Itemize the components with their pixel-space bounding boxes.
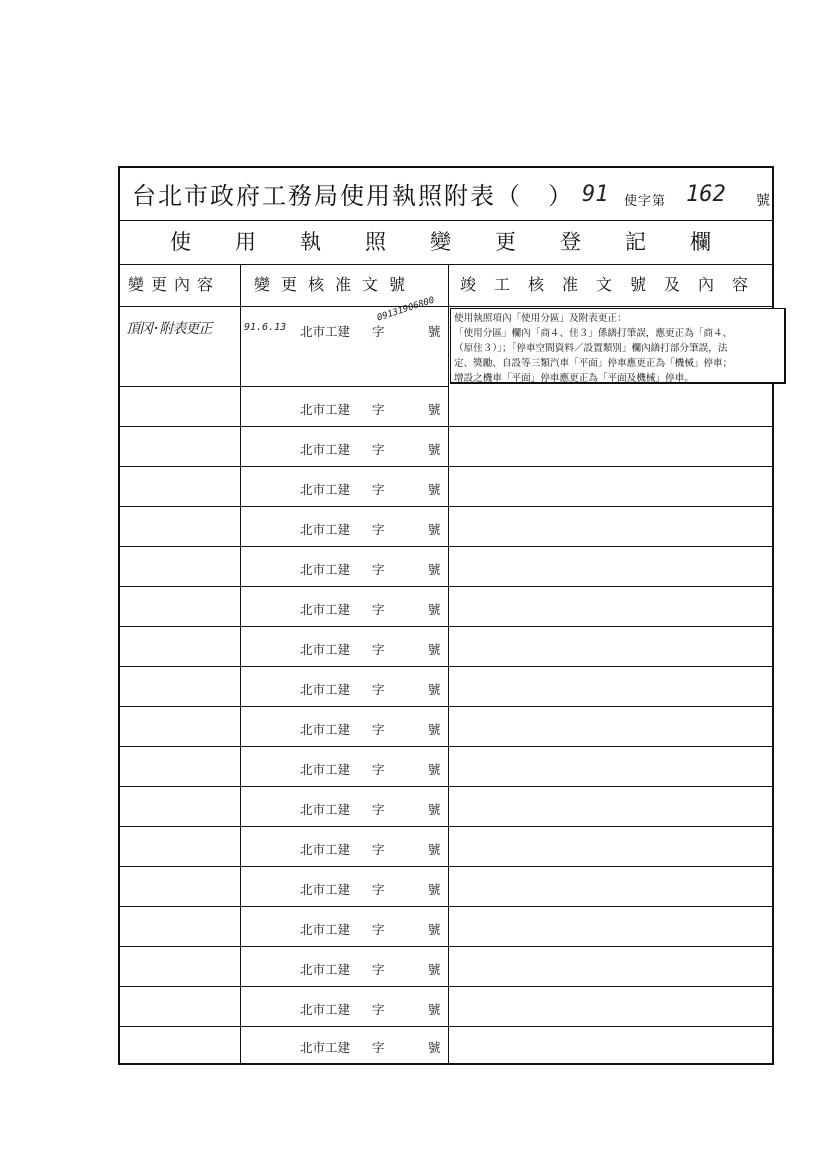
- row-hao: 號: [428, 1040, 441, 1055]
- row-prefix: 北市工建: [300, 722, 351, 737]
- table-row: [120, 706, 772, 747]
- row-hao: 號: [428, 682, 441, 697]
- row-zi: 字: [372, 922, 385, 937]
- form-title: 台北市政府工務局使用執照附表（ ）: [132, 182, 574, 210]
- row-zi: 字: [372, 682, 385, 697]
- header-change-content: 變更內容: [128, 275, 221, 294]
- row-hao: 號: [428, 522, 441, 537]
- table-row: [120, 1026, 772, 1063]
- table-row: [120, 786, 772, 827]
- header-approval-number: 變更核准文號: [254, 275, 417, 294]
- table-row: [120, 866, 772, 907]
- row-prefix: 北市工建: [300, 442, 351, 457]
- table-row: [120, 746, 772, 787]
- row-zi: 字: [372, 842, 385, 857]
- row-hao: 號: [428, 562, 441, 577]
- row-prefix: 北市工建: [300, 922, 351, 937]
- approval-number-handwritten: 09131906800: [376, 295, 436, 324]
- license-form: [118, 166, 774, 1065]
- row-zi: 字: [372, 642, 385, 657]
- row-hao: 號: [428, 802, 441, 817]
- row-prefix: 北市工建: [300, 1040, 351, 1055]
- note-line: 「使用分區」欄內「商４、住３」係繕打筆誤，應更正為「商４、: [454, 328, 733, 339]
- row-zi: 字: [372, 442, 385, 457]
- table-row: [120, 826, 772, 867]
- row-zi: 字: [372, 1002, 385, 1017]
- year-handwritten: 91: [582, 182, 609, 207]
- approval-date-handwritten: 91.6.13: [244, 322, 287, 333]
- row-hao: 號: [428, 882, 441, 897]
- subheader-row: [120, 220, 772, 265]
- row-hao: 號: [428, 602, 441, 617]
- note-line: （原住３）」；「停車空間資料／設置類別」欄內繕打部分筆誤，法: [454, 343, 728, 354]
- table-row: [120, 586, 772, 627]
- row-zi: 字: [372, 802, 385, 817]
- row-prefix: 北市工建: [300, 402, 351, 417]
- row-zi: 字: [372, 402, 385, 417]
- row-hao: 號: [428, 402, 441, 417]
- approval-prefix: 北市工建: [300, 324, 351, 339]
- row-prefix: 北市工建: [300, 762, 351, 777]
- row-zi: 字: [372, 962, 385, 977]
- row-prefix: 北市工建: [300, 562, 351, 577]
- license-label: 使字第: [624, 194, 667, 209]
- row-prefix: 北市工建: [300, 842, 351, 857]
- table-row: [120, 986, 772, 1027]
- row-hao: 號: [428, 762, 441, 777]
- row-zi: 字: [372, 482, 385, 497]
- row-zi: 字: [372, 882, 385, 897]
- table-row: [120, 906, 772, 947]
- table-row: [120, 346, 448, 387]
- license-suffix: 號: [756, 193, 770, 209]
- table-row: [120, 426, 772, 467]
- row-hao: 號: [428, 842, 441, 857]
- row-prefix: 北市工建: [300, 522, 351, 537]
- row-prefix: 北市工建: [300, 602, 351, 617]
- change-content-handwritten: 頂冈·附表更正: [126, 321, 212, 337]
- row-hao: 號: [428, 1002, 441, 1017]
- row-prefix: 北市工建: [300, 962, 351, 977]
- row-zi: 字: [372, 1040, 385, 1055]
- row-prefix: 北市工建: [300, 882, 351, 897]
- table-row: [120, 626, 772, 667]
- column-header-row: [120, 264, 772, 307]
- license-number-handwritten: 162: [686, 182, 726, 207]
- row-hao: 號: [428, 922, 441, 937]
- approval-hao: 號: [428, 324, 441, 339]
- title-row: [120, 168, 772, 221]
- row-hao: 號: [428, 722, 441, 737]
- note-line: 增設之機車「平面」停車應更正為「平面及機械」停車。: [454, 373, 694, 384]
- approval-zi: 字: [372, 324, 385, 339]
- row-prefix: 北市工建: [300, 682, 351, 697]
- pasted-correction-note: [450, 308, 786, 384]
- row-zi: 字: [372, 602, 385, 617]
- row-zi: 字: [372, 522, 385, 537]
- subheader-title: 使用執照變更登記欄: [170, 230, 755, 254]
- row-prefix: 北市工建: [300, 1002, 351, 1017]
- table-row: [120, 466, 772, 507]
- row-hao: 號: [428, 642, 441, 657]
- row-hao: 號: [428, 442, 441, 457]
- row-zi: 字: [372, 722, 385, 737]
- row-prefix: 北市工建: [300, 802, 351, 817]
- row-hao: 號: [428, 482, 441, 497]
- table-row: [120, 386, 772, 427]
- row-prefix: 北市工建: [300, 642, 351, 657]
- table-row: [120, 506, 772, 547]
- table-row: [120, 946, 772, 987]
- row-zi: 字: [372, 562, 385, 577]
- row-zi: 字: [372, 762, 385, 777]
- row-prefix: 北市工建: [300, 482, 351, 497]
- table-row: [120, 666, 772, 707]
- note-line: 使用執照項內「使用分區」及附表更正：: [454, 313, 627, 324]
- note-line: 定、獎勵、自設等三類汽車「平面」停車應更正為「機械」停車；: [454, 358, 733, 369]
- row-hao: 號: [428, 962, 441, 977]
- header-completion: 竣工核准文號及內容: [460, 275, 767, 294]
- table-row: [120, 546, 772, 587]
